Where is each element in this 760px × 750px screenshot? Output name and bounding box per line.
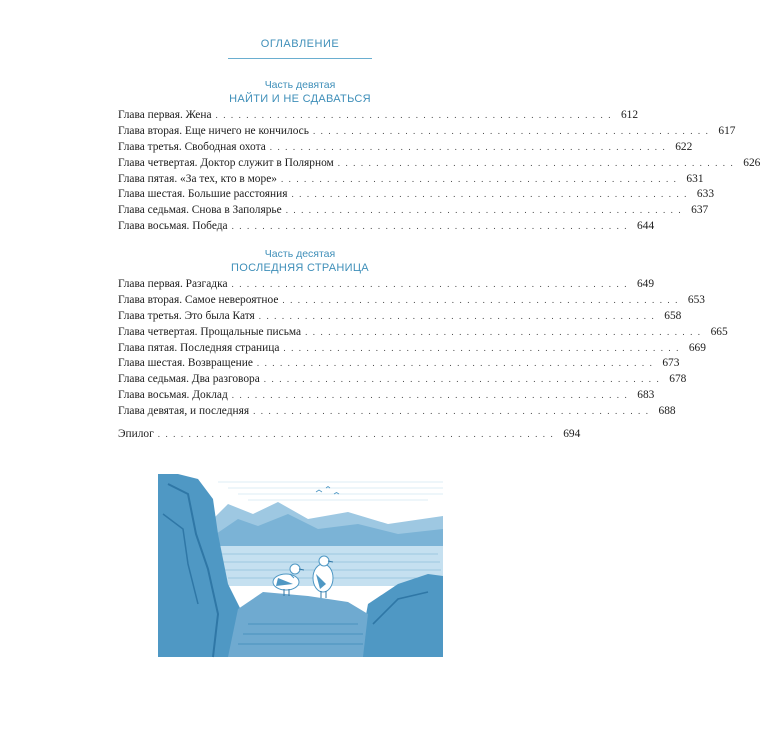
toc-entry-page: 637 (691, 204, 709, 217)
page-title: ОГЛАВЛЕНИЕ (260, 38, 340, 50)
toc-entry[interactable] (118, 309, 682, 325)
toc-entry-label: Глава шестая. Возвращение (118, 357, 253, 370)
toc-entry-label: Глава восьмая. Победа (118, 220, 228, 233)
toc-entry-page: 626 (743, 156, 760, 169)
toc-leader-dots: . . . . . . . . . . . . . . . . . . . . . . . . . . . . . . . . . . . . . . . . . . . . . . . . . . . . (337, 157, 735, 168)
toc-entry[interactable] (118, 140, 693, 156)
toc-entry-page: 622 (675, 140, 693, 153)
toc-entry-label: Глава первая. Разгадка (118, 278, 228, 290)
toc-entry-label: Глава третья. Это была Катя (118, 309, 255, 322)
toc-leader-dots: . . . . . . . . . . . . . . . . . . . . . . . . . . . . . . . . . . . . . . . . . . . . . . . . . . . . (231, 390, 629, 401)
toc-entry-label: Глава четвертая. Прощальные письма (118, 325, 302, 338)
toc-entry-page: 688 (658, 405, 676, 418)
toc-entry-page: 678 (669, 373, 687, 386)
toc-leader-dots: . . . . . . . . . . . . . . . . . . . . . . . . . . . . . . . . . . . . . . . . . . . . . . . . . . . . (282, 294, 679, 305)
part-nine-toc (118, 108, 760, 235)
toc-entry-page: 694 (563, 428, 581, 440)
toc-entry-page: 658 (664, 309, 682, 322)
toc-entry[interactable] (118, 219, 655, 235)
toc-entry-label: Глава седьмая. Снова в Заполярье (118, 204, 282, 217)
toc-entry-label: Глава четвертая. Доктор служит в Полярном (118, 156, 334, 169)
part-ten-title: ПОСЛЕДНЯЯ СТРАНИЦА (231, 262, 369, 274)
toc-entry[interactable] (118, 156, 760, 172)
part-nine-subtitle: Часть девятая (264, 79, 336, 91)
toc-leader-dots: . . . . . . . . . . . . . . . . . . . . . . . . . . . . . . . . . . . . . . . . . . . . . . . . . . . . (253, 406, 650, 417)
toc-leader-dots: . . . . . . . . . . . . . . . . . . . . . . . . . . . . . . . . . . . . . . . . . . . . . . . . . . . . (305, 326, 702, 337)
toc-entry-page: 665 (710, 325, 728, 338)
toc-entry[interactable] (118, 172, 704, 188)
toc-leader-dots: . . . . . . . . . . . . . . . . . . . . . . . . . . . . . . . . . . . . . . . . . . . . . . . . . . . . (256, 358, 654, 369)
toc-entry-page: 669 (688, 341, 706, 354)
toc-entry[interactable] (118, 341, 706, 357)
toc-leader-dots: . . . . . . . . . . . . . . . . . . . . . . . . . . . . . . . . . . . . . . . . . . . . . . . . . . . . (312, 125, 710, 136)
toc-entry-page: 683 (637, 389, 655, 402)
toc-entry[interactable] (118, 277, 655, 293)
toc-entry-label: Глава вторая. Еще ничего не кончилось (118, 124, 309, 137)
title-underline (228, 58, 372, 59)
toc-entry-label: Глава девятая, и последняя (118, 405, 250, 418)
toc-leader-dots: . . . . . . . . . . . . . . . . . . . . . . . . . . . . . . . . . . . . . . . . . . . . . . . . . . . . (283, 342, 680, 353)
toc-entry-page: 631 (686, 172, 704, 185)
toc-entry-page: 633 (696, 188, 715, 201)
toc-leader-dots: . . . . . . . . . . . . . . . . . . . . . . . . . . . . . . . . . . . . . . . . . . . . . . . . . . . . (280, 173, 678, 184)
part-ten-toc (118, 277, 728, 420)
toc-leader-dots: . . . . . . . . . . . . . . . . . . . . . . . . . . . . . . . . . . . . . . . . . . . . . . . . . . . . (285, 205, 683, 216)
toc-entry-page: 612 (620, 109, 639, 121)
toc-entry[interactable] (118, 124, 736, 140)
toc-entry-page: 649 (636, 278, 655, 290)
toc-leader-dots: . . . . . . . . . . . . . . . . . . . . . . . . . . . . . . . . . . . . . . . . . . . . . . . . . . . . (215, 110, 613, 120)
toc-leader-dots: . . . . . . . . . . . . . . . . . . . . . . . . . . . . . . . . . . . . . . . . . . . . . . . . . . . . (291, 189, 689, 200)
gulls-on-rocks-illustration (158, 474, 443, 657)
toc-entry-label: Глава третья. Свободная охота (118, 140, 266, 153)
toc-entry-page: 617 (718, 124, 736, 137)
part-ten-subtitle: Часть десятая (264, 248, 336, 260)
toc-entry-label: Эпилог (118, 428, 154, 440)
toc-entry[interactable] (118, 372, 687, 388)
toc-entry-label: Глава седьмая. Два разговора (118, 373, 260, 386)
toc-leader-dots: . . . . . . . . . . . . . . . . . . . . . . . . . . . . . . . . . . . . . . . . . . . . . . . . . . . . (258, 310, 656, 321)
toc-entry-label: Глава пятая. «За тех, кто в море» (118, 172, 277, 185)
toc-leader-dots: . . . . . . . . . . . . . . . . . . . . . . . . . . . . . . . . . . . . . . . . . . . . . . . . . . . . (263, 374, 661, 385)
toc-entry[interactable] (118, 388, 655, 404)
toc-entry[interactable] (118, 293, 705, 309)
toc-entry-page: 673 (662, 357, 680, 370)
toc-leader-dots: . . . . . . . . . . . . . . . . . . . . . . . . . . . . . . . . . . . . . . . . . . . . . . . . . . . . (231, 221, 629, 232)
toc-entry[interactable] (118, 325, 728, 341)
toc-entry-label: Глава шестая. Большие расстояния (118, 188, 288, 201)
toc-entry-label: Глава вторая. Самое невероятное (118, 293, 279, 306)
toc-entry-label: Глава восьмая. Доклад (118, 389, 228, 402)
toc-entry[interactable] (118, 356, 680, 372)
toc-entry-label: Глава первая. Жена (118, 109, 212, 121)
toc-entry[interactable] (118, 404, 676, 420)
part-nine-title: НАЙТИ И НЕ СДАВАТЬСЯ (229, 93, 371, 105)
toc-entry-page: 644 (637, 220, 655, 233)
epilogue-toc (118, 427, 581, 443)
toc-leader-dots: . . . . . . . . . . . . . . . . . . . . . . . . . . . . . . . . . . . . . . . . . . . . . . . . . . . . (269, 141, 667, 152)
toc-entry[interactable] (118, 108, 639, 124)
toc-entry-epilogue[interactable] (118, 427, 581, 443)
toc-entry[interactable] (118, 203, 709, 219)
toc-leader-dots: . . . . . . . . . . . . . . . . . . . . . . . . . . . . . . . . . . . . . . . . . . . . . . . . . . . . (231, 279, 629, 289)
toc-entry-label: Глава пятая. Последняя страница (118, 341, 280, 354)
toc-entry[interactable] (118, 187, 715, 203)
toc-leader-dots: . . . . . . . . . . . . . . . . . . . . . . . . . . . . . . . . . . . . . . . . . . . . . . . . . . . . (157, 429, 555, 439)
toc-entry-page: 653 (687, 293, 705, 306)
